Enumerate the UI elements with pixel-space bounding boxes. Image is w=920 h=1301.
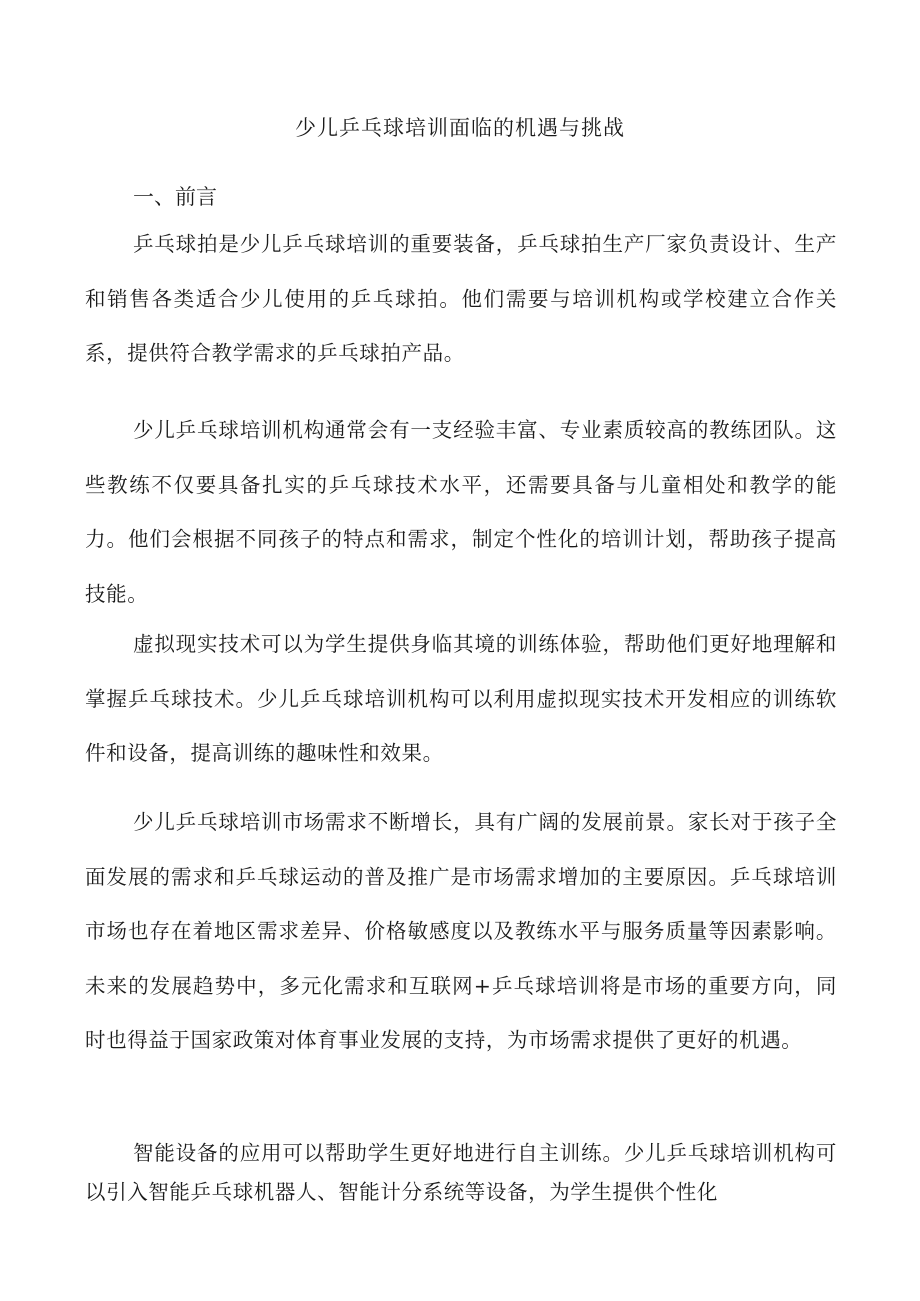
paragraph: 乒乓球拍是少儿乒乓球培训的重要装备，乒乓球拍生产厂家负责设计、生产和销售各类适合少儿使用的乒乓球拍。他们需要与培训机构或学校建立合作关系，提供符合教学需求的乒乓球拍产品。 <box>85 232 837 365</box>
paragraph: 少儿乒乓球培训机构通常会有一支经验丰富、专业素质较高的教练团队。这些教练不仅要具备扎实的乒乓球技术水平，还需要具备与儿童相处和教学的能力。他们会根据不同孩子的特点和需求，制定个性化的培训计划，帮助孩子提高技能。 <box>85 418 837 606</box>
document-title: 少儿乒乓球培训面临的机遇与挑战 <box>295 116 625 140</box>
paragraph: 虚拟现实技术可以为学生提供身临其境的训练体验，帮助他们更好地理解和掌握乒乓球技术。少儿乒乓球培训机构可以利用虚拟现实技术开发相应的训练软件和设备，提高训练的趣味性和效果。 <box>85 632 837 765</box>
paragraph: 智能设备的应用可以帮助学生更好地进行自主训练。少儿乒乓球培训机构可以引入智能乒乓球机器人、智能计分系统等设备，为学生提供个性化 <box>85 1141 837 1204</box>
paragraph: 少儿乒乓球培训市场需求不断增长，具有广阔的发展前景。家长对于孩子全面发展的需求和乒乓球运动的普及推广是市场需求增加的主要原因。乒乓球培训市场也存在着地区需求差异、价格敏感度以及教练水平与服务质量等因素影响。未来的发展趋势中，多元化需求和互联网+乒乓球培训将是市场的重要方向，同时也得益于国家政策对体育事业发展的支持，为市场需求提供了更好的机遇。 <box>85 810 837 1052</box>
section-heading: 一、前言 <box>133 185 217 209</box>
